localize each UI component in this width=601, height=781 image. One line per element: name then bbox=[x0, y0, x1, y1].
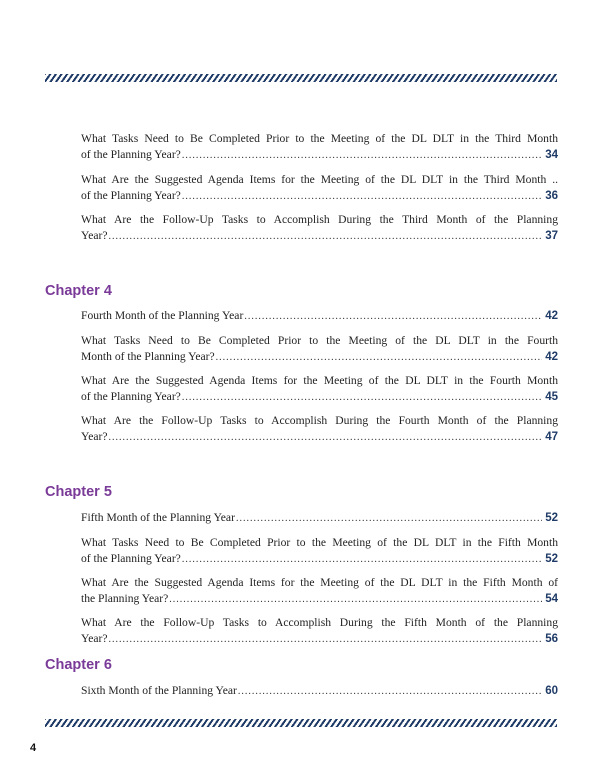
toc-page-number: 56 bbox=[545, 633, 558, 645]
leader-dots bbox=[182, 148, 542, 164]
chapter-heading: Chapter 6 bbox=[45, 657, 112, 673]
decorative-hatch-bottom bbox=[45, 719, 557, 727]
toc-entry-line1: What Are the Suggested Agenda Items for the Meeting of the DL DLT in the Fifth Month of bbox=[81, 576, 558, 589]
toc-entry[interactable] bbox=[81, 373, 558, 406]
leader-dots bbox=[109, 632, 543, 648]
toc-page-number: 60 bbox=[545, 685, 558, 697]
toc-entry-line2: of the Planning Year? bbox=[81, 189, 181, 202]
leader-dots bbox=[169, 592, 542, 608]
toc-entry-line2: Month of the Planning Year? bbox=[81, 350, 215, 363]
toc-entry-line1: What Tasks Need to Be Completed Prior to the Meeting of the DL DLT in the Third Month bbox=[81, 132, 558, 145]
toc-page-number: 37 bbox=[545, 230, 558, 242]
toc-entry-text: Fourth Month of the Planning Year bbox=[81, 309, 244, 322]
toc-entry[interactable] bbox=[81, 131, 558, 164]
toc-entry-line1: What Are the Suggested Agenda Items for the Meeting of the DL DLT in the Fourth Month bbox=[81, 374, 558, 387]
toc-entry-line1: What Tasks Need to Be Completed Prior to the Meeting of the DL DLT in the Fifth Month bbox=[81, 536, 558, 549]
leader-dots bbox=[238, 684, 542, 700]
leader-dots bbox=[216, 350, 543, 366]
toc-entry[interactable] bbox=[81, 683, 558, 700]
leader-dots bbox=[182, 189, 542, 205]
toc-entry-text: Sixth Month of the Planning Year bbox=[81, 684, 237, 697]
toc-entry-line1: What Are the Suggested Agenda Items for the Meeting of the DL DLT in the Third Month .. bbox=[81, 173, 558, 186]
page-number: 4 bbox=[30, 742, 37, 754]
toc-entry[interactable] bbox=[81, 575, 558, 608]
toc-page-number: 47 bbox=[545, 431, 558, 443]
toc-entry-line1: What Are the Follow-Up Tasks to Accomplish During the Fifth Month of the Planning bbox=[81, 616, 558, 629]
leader-dots bbox=[236, 511, 542, 527]
toc-entry-line2: Year? bbox=[81, 229, 108, 242]
toc-page-number: 42 bbox=[545, 310, 558, 322]
leader-dots bbox=[182, 390, 542, 406]
toc-page-number: 52 bbox=[545, 553, 558, 565]
toc-entry[interactable] bbox=[81, 212, 558, 245]
toc-page-number: 45 bbox=[545, 391, 558, 403]
toc-entry-line2: of the Planning Year? bbox=[81, 148, 181, 161]
toc-entry-line1: What Are the Follow-Up Tasks to Accomplish During the Fourth Month of the Planning bbox=[81, 414, 558, 427]
leader-dots bbox=[109, 229, 543, 245]
toc-entry[interactable] bbox=[81, 333, 558, 366]
toc-entry-line2: the Planning Year? bbox=[81, 592, 169, 605]
toc-entry-text: Fifth Month of the Planning Year bbox=[81, 511, 235, 524]
toc-entry-line2: of the Planning Year? bbox=[81, 552, 181, 565]
leader-dots bbox=[109, 430, 543, 446]
toc-entry[interactable] bbox=[81, 413, 558, 446]
toc-page-number: 36 bbox=[545, 190, 558, 202]
chapter-heading: Chapter 5 bbox=[45, 484, 112, 500]
toc-page-number: 52 bbox=[545, 512, 558, 524]
toc-entry-line2: Year? bbox=[81, 430, 108, 443]
toc-entry-line1: What Are the Follow-Up Tasks to Accomplish During the Third Month of the Planning bbox=[81, 213, 558, 226]
toc-page-number: 34 bbox=[545, 149, 558, 161]
toc-page-number: 54 bbox=[545, 593, 558, 605]
toc-entry[interactable] bbox=[81, 308, 558, 325]
chapter-heading: Chapter 4 bbox=[45, 283, 112, 299]
toc-entry[interactable] bbox=[81, 535, 558, 568]
toc-entry[interactable] bbox=[81, 510, 558, 527]
toc-page-number: 42 bbox=[545, 351, 558, 363]
toc-entry-line1: What Tasks Need to Be Completed Prior to the Meeting of the DL DLT in the Fourth bbox=[81, 334, 558, 347]
leader-dots bbox=[182, 552, 542, 568]
toc-entry[interactable] bbox=[81, 172, 558, 205]
toc-entry[interactable] bbox=[81, 615, 558, 648]
toc-entry-line2: Year? bbox=[81, 632, 108, 645]
leader-dots bbox=[244, 309, 542, 325]
toc-entry-line2: of the Planning Year? bbox=[81, 390, 181, 403]
decorative-hatch-top bbox=[45, 74, 557, 82]
